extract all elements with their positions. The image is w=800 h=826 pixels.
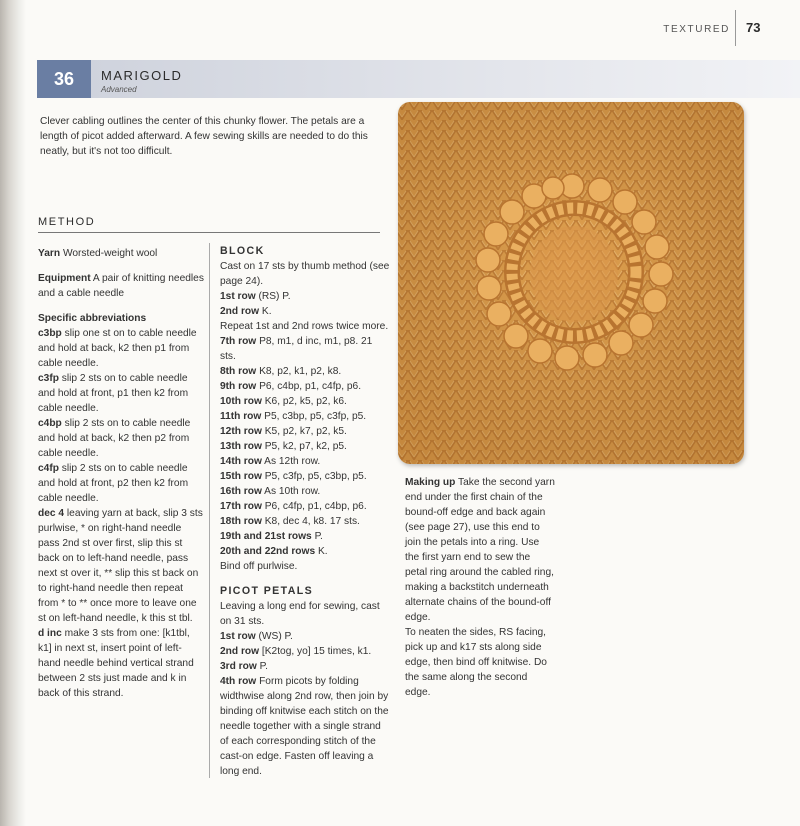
block-row <box>220 424 390 439</box>
block-row-label: 18th row <box>220 516 262 527</box>
abbreviation-entry <box>38 626 204 701</box>
abbreviation-entry-label: c3fp <box>38 373 59 384</box>
block-row-text: As 10th row. <box>264 486 321 497</box>
block-row <box>220 304 390 319</box>
picot-row-text: [K2tog, yo] 15 times, k1. <box>261 646 372 657</box>
block-row <box>220 379 390 394</box>
block-row-label: 19th and 21st rows <box>220 531 312 542</box>
abbreviation-entry-label: c4bp <box>38 418 62 429</box>
picot-heading: PICOT PETALS <box>220 585 314 597</box>
block-row-label: 2nd row <box>220 306 260 317</box>
picot-row-text: (WS) P. <box>258 631 293 642</box>
making-up-sides-text: To neaten the sides, RS facing, pick up and k17 sts along side edge, then bind off knitwise. Do the same along the second edge. <box>405 627 547 698</box>
column-divider <box>209 243 210 778</box>
method-divider <box>38 232 380 233</box>
abbreviation-entry-label: dec 4 <box>38 508 65 519</box>
abbreviation-entry <box>38 461 204 506</box>
block-row-label: 15th row <box>220 471 262 482</box>
page-number: 73 <box>746 20 761 35</box>
block-row-label: 7th row <box>220 336 257 347</box>
equipment-entry <box>38 271 204 301</box>
block-row-text: Repeat 1st and 2nd rows twice more. <box>220 321 389 332</box>
block-row-text: As 12th row. <box>264 456 321 467</box>
pattern-title: MARIGOLD <box>101 68 183 83</box>
abbreviation-entry-label: d inc <box>38 628 62 639</box>
picot-row-label: 3rd row <box>220 661 257 672</box>
block-row-text: K8, p2, k1, p2, k8. <box>259 366 342 377</box>
block-row <box>220 319 390 334</box>
block-row-label: 1st row <box>220 291 256 302</box>
abbreviation-entry-text: slip 2 sts on to cable needle and hold at front, p2 then k2 from cable needle. <box>38 463 189 504</box>
block-row <box>220 484 390 499</box>
method-heading: METHOD <box>38 216 96 228</box>
picot-row-text: P. <box>259 661 268 672</box>
picot-row-label: 2nd row <box>220 646 260 657</box>
abbreviation-entry <box>38 371 204 416</box>
title-bar <box>90 60 800 98</box>
block-row <box>220 409 390 424</box>
abbreviation-entry-text: slip 2 sts on to cable needle and hold at front, p1 then k2 from cable needle. <box>38 373 189 414</box>
block-row <box>220 529 390 544</box>
block-row-text: P5, c3fp, p5, c3bp, p5. <box>264 471 367 482</box>
knitted-swatch-photo <box>396 100 748 468</box>
abbreviation-entry <box>38 326 204 371</box>
picot-row-label: 4th row <box>220 676 257 687</box>
abbreviation-entry <box>38 506 204 626</box>
abbreviations-heading: Specific abbreviations <box>38 313 147 324</box>
block-heading: BLOCK <box>220 245 265 257</box>
block-row <box>220 469 390 484</box>
picot-row <box>220 629 390 644</box>
picot-intro: Leaving a long end for sewing, cast on 31 sts. <box>220 601 380 627</box>
block-row-text: K. <box>317 546 328 557</box>
equipment-text: A pair of knitting needles and a cable needle <box>38 273 204 299</box>
picot-row <box>220 644 390 659</box>
block-rows <box>220 289 390 574</box>
materials-column <box>38 246 204 701</box>
block-row-text: Bind off purlwise. <box>220 561 298 572</box>
block-row-text: P. <box>314 531 323 542</box>
instructions-column <box>220 244 390 779</box>
block-row <box>220 499 390 514</box>
abbreviation-entry-label: c4fp <box>38 463 59 474</box>
picot-row <box>220 674 390 779</box>
abbreviations-list <box>38 326 204 701</box>
intro-text: Clever cabling outlines the center of this chunky flower. The petals are a length of picot added afterward. A few sewing skills are needed to do this neatly, but it's not too difficult. <box>40 116 368 157</box>
picot-row-label: 1st row <box>220 631 256 642</box>
making-up-column <box>405 475 555 700</box>
block-row-label: 8th row <box>220 366 257 377</box>
block-row <box>220 334 390 364</box>
block-row-label: 14th row <box>220 456 262 467</box>
abbreviation-entry-label: c3bp <box>38 328 62 339</box>
making-up-text: Take the second yarn end under the first chain of the bound-off edge and back again (see page 27), use this end to join the petals into a ring. Use the first yarn end to sew the petal ring around the cabled ring, making a backstitch underneath alternate chains of the bound-off edge. <box>405 477 555 623</box>
block-row-text: K6, p2, k5, p2, k6. <box>264 396 347 407</box>
block-row-label: 20th and 22nd rows <box>220 546 316 557</box>
yarn-text: Worsted-weight wool <box>62 248 158 259</box>
equipment-label: Equipment <box>38 273 91 284</box>
block-row-text: (RS) P. <box>258 291 291 302</box>
block-row-label: 10th row <box>220 396 262 407</box>
block-row <box>220 544 390 559</box>
block-row <box>220 394 390 409</box>
block-row <box>220 454 390 469</box>
block-row-text: P6, c4fp, p1, c4bp, p6. <box>264 501 367 512</box>
block-row-label: 11th row <box>220 411 262 422</box>
block-row-text: K8, dec 4, k8. 17 sts. <box>264 516 360 527</box>
block-row-label: 17th row <box>220 501 262 512</box>
block-row-label: 13th row <box>220 441 262 452</box>
yarn-label: Yarn <box>38 248 61 259</box>
abbreviation-entry-text: make 3 sts from one: [k1tbl, k1] in next st, insert point of left-hand needle behind vertical strand between 2 sts just made and k in back of this strand. <box>38 628 194 699</box>
block-row-text: P5, c3bp, p5, c3fp, p5. <box>264 411 367 422</box>
difficulty-level: Advanced <box>101 85 137 94</box>
running-header-section: TEXTURED <box>663 24 730 35</box>
block-row-text: K. <box>261 306 272 317</box>
book-spine-shadow <box>0 0 26 826</box>
yarn-entry <box>38 246 204 261</box>
abbreviation-entry <box>38 416 204 461</box>
block-row <box>220 289 390 304</box>
pattern-number-badge: 36 <box>37 60 91 98</box>
abbreviation-entry-text: leaving yarn at back, slip 3 sts purlwise, * on right-hand needle pass 2nd st over first, slip this st back on to left-hand needle, pass next st over it, ** slip this st back on to right-hand needle then repeat from * to ** once more to leave one st on left-hand needle, k this st tbl. <box>38 508 203 624</box>
block-row-text: P6, c4bp, p1, c4fp, p6. <box>259 381 362 392</box>
block-row <box>220 364 390 379</box>
making-up-paragraph <box>405 475 555 625</box>
block-row-label: 16th row <box>220 486 262 497</box>
picot-rows <box>220 629 390 779</box>
block-row-text: P8, m1, d inc, m1, p8. 21 sts. <box>220 336 373 362</box>
abbreviation-entry-text: slip 2 sts on to cable needle and hold at back, k2 then p2 from cable needle. <box>38 418 191 459</box>
block-row-text: P5, k2, p7, k2, p5. <box>264 441 347 452</box>
block-row <box>220 559 390 574</box>
block-intro: Cast on 17 sts by thumb method (see page 24). <box>220 261 390 287</box>
block-row <box>220 514 390 529</box>
block-row <box>220 439 390 454</box>
making-up-label: Making up <box>405 477 456 488</box>
header-divider <box>735 10 736 46</box>
picot-row <box>220 659 390 674</box>
block-row-label: 9th row <box>220 381 257 392</box>
picot-row-text: Form picots by folding widthwise along 2nd row, then join by binding off knitwise each stitch on the needle together with a single strand of each corresponding stitch of the cast-on edge. Fasten off leaving a long end. <box>220 676 389 777</box>
block-row-text: K5, p2, k7, p2, k5. <box>264 426 347 437</box>
abbreviation-entry-text: slip one st on to cable needle and hold at back, k2 then p1 from cable needle. <box>38 328 197 369</box>
block-row-label: 12th row <box>220 426 262 437</box>
